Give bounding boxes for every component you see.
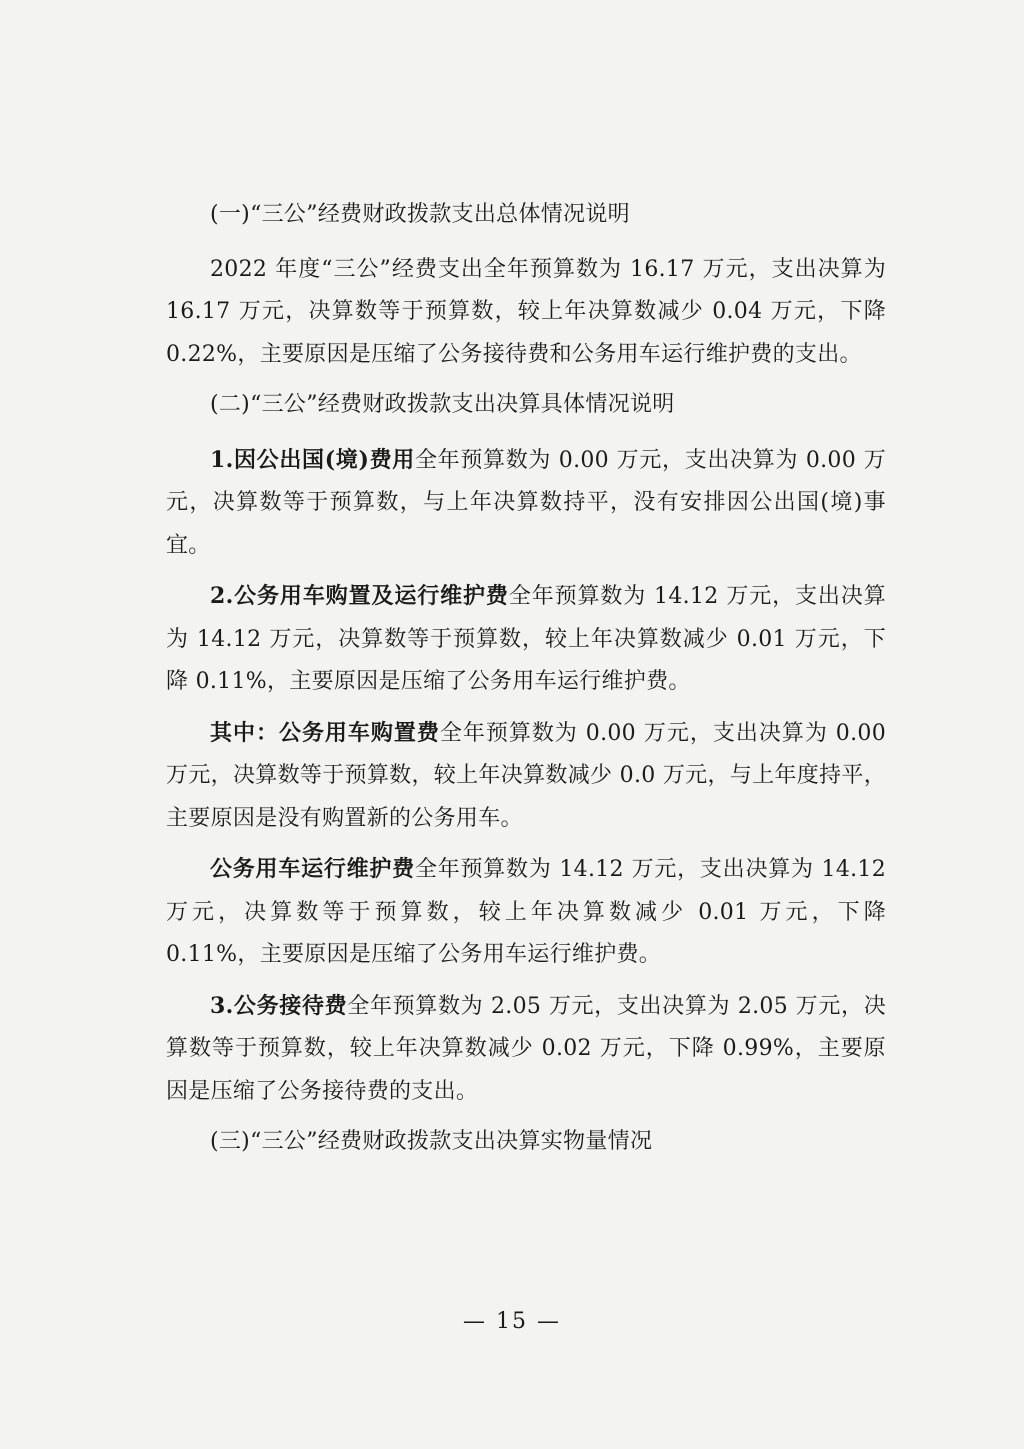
page-number: — 15 —	[463, 1309, 561, 1334]
paragraph-overseas-travel-text: 全年预算数为 0.00 万元，支出决算为 0.00 万元，决算数等于预算数，与上年决算数持平，没有安排因公出国(境)事宜。	[166, 447, 886, 558]
paragraph-vehicle-costs	[166, 575, 886, 704]
paragraph-overall-summary-text: 2022 年度“三公”经费支出全年预算数为 16.17 万元，支出决算为 16.17 万元，决算数等于预算数，较上年决算数减少 0.04 万元，下降 0.22%，主要原因是压缩了公务接待费和公务用车运行维护费的支出。	[166, 256, 886, 367]
section-heading-overall-text: (一)“三公”经费财政拨款支出总体情况说明	[210, 202, 630, 227]
section-heading-physical	[166, 1121, 886, 1164]
paragraph-reception-text: 全年预算数为 2.05 万元，支出决算为 2.05 万元，决算数等于预算数，较上年决算数减少 0.02 万元，下降 0.99%，主要原因是压缩了公务接待费的支出。	[166, 993, 886, 1104]
paragraph-vehicle-maintenance	[166, 848, 886, 977]
paragraph-vehicle-purchase	[166, 712, 886, 841]
section-heading-details	[166, 384, 886, 427]
section-heading-physical-text: (三)“三公”经费财政拨款支出决算实物量情况	[210, 1129, 653, 1154]
section-heading-details-text: (二)“三公”经费财政拨款支出决算具体情况说明	[210, 392, 675, 417]
paragraph-vehicle-purchase-text: 全年预算数为 0.00 万元，支出决算为 0.00 万元，决算数等于预算数，较上年决算数减少 0.0 万元，与上年度持平，主要原因是没有购置新的公务用车。	[166, 720, 886, 831]
paragraph-reception-label: 3.公务接待费	[210, 992, 348, 1019]
paragraph-overseas-travel	[166, 439, 886, 568]
paragraph-vehicle-costs-label: 2.公务用车购置及运行维护费	[210, 583, 509, 609]
paragraph-vehicle-costs-text: 全年预算数为 14.12 万元，支出决算为 14.12 万元，决算数等于预算数，较上年决算数减少 0.01 万元，下降 0.11%，主要原因是压缩了公务用车运行维护费。	[166, 584, 887, 694]
paragraph-vehicle-purchase-label: 其中：公务用车购置费	[210, 719, 440, 746]
paragraph-reception	[166, 985, 886, 1114]
paragraph-overseas-travel-label: 1.因公出国(境)费用	[210, 446, 415, 473]
document-body	[166, 194, 886, 1176]
paragraph-overall-summary	[166, 249, 886, 377]
paragraph-vehicle-maintenance-text: 全年预算数为 14.12 万元，支出决算为 14.12 万元，决算数等于预算数，较上年决算数减少 0.01 万元，下降 0.11%，主要原因是压缩了公务用车运行维护费。	[166, 857, 887, 967]
section-heading-overall	[166, 194, 886, 237]
paragraph-vehicle-maintenance-label: 公务用车运行维护费	[210, 856, 415, 882]
